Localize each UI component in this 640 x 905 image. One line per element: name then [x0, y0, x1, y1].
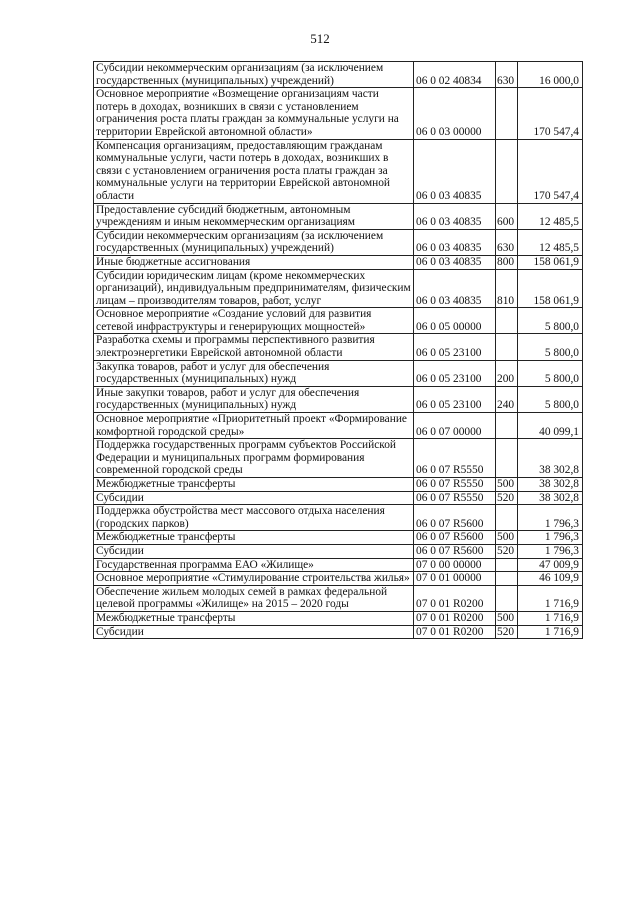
- expense-type-cell: 520: [496, 625, 518, 639]
- row-name-cell: Поддержка обустройства мест массового отдыха населения (городских парков): [94, 505, 414, 531]
- target-code-cell: 06 0 07 R5600: [414, 544, 496, 558]
- amount-cell: 5 800,0: [518, 360, 583, 386]
- expense-type-cell: [496, 88, 518, 139]
- expense-type-cell: 500: [496, 531, 518, 545]
- amount-cell: 40 099,1: [518, 413, 583, 439]
- expense-type-cell: [496, 308, 518, 334]
- table-row: [94, 229, 583, 255]
- expense-type-cell: [496, 558, 518, 572]
- expense-type-cell: 520: [496, 544, 518, 558]
- amount-cell: 1 716,9: [518, 611, 583, 625]
- expense-type-cell: 500: [496, 478, 518, 492]
- amount-cell: 5 800,0: [518, 334, 583, 360]
- table-row: [94, 255, 583, 269]
- table-row: [94, 308, 583, 334]
- target-code-cell: 07 0 00 00000: [414, 558, 496, 572]
- row-name-cell: Субсидии: [94, 491, 414, 505]
- target-code-cell: 06 0 03 40835: [414, 139, 496, 203]
- row-name-cell: Разработка схемы и программы перспективного развития электроэнергетики Еврейской автономной области: [94, 334, 414, 360]
- amount-cell: 12 485,5: [518, 203, 583, 229]
- target-code-cell: 06 0 03 00000: [414, 88, 496, 139]
- table-row: [94, 439, 583, 478]
- expense-type-cell: [496, 572, 518, 586]
- amount-cell: 158 061,9: [518, 255, 583, 269]
- row-name-cell: Субсидии юридическим лицам (кроме некоммерческих организаций), индивидуальным предпринимателям, физическим лицам – производителям товаров, работ, услуг: [94, 269, 414, 308]
- amount-cell: 1 716,9: [518, 625, 583, 639]
- target-code-cell: 07 0 01 R0200: [414, 585, 496, 611]
- target-code-cell: 06 0 07 R5600: [414, 505, 496, 531]
- table-row: [94, 360, 583, 386]
- target-code-cell: 06 0 07 00000: [414, 413, 496, 439]
- table-row: [94, 139, 583, 203]
- expense-type-cell: [496, 439, 518, 478]
- target-code-cell: 06 0 05 00000: [414, 308, 496, 334]
- expense-type-cell: 500: [496, 611, 518, 625]
- table-row: [94, 572, 583, 586]
- table-row: [94, 558, 583, 572]
- amount-cell: 1 716,9: [518, 585, 583, 611]
- table-row: [94, 334, 583, 360]
- expense-type-cell: 520: [496, 491, 518, 505]
- target-code-cell: 06 0 03 40835: [414, 255, 496, 269]
- row-name-cell: Основное мероприятие «Возмещение организациям части потерь в доходах, возникших в связи с установлением ограничения роста платы граждан за коммунальные услуги на территории Еврейской автономной области»: [94, 88, 414, 139]
- target-code-cell: 06 0 03 40835: [414, 269, 496, 308]
- table-row: [94, 203, 583, 229]
- expense-type-cell: 800: [496, 255, 518, 269]
- budget-table: [93, 61, 583, 639]
- table-row: [94, 478, 583, 492]
- amount-cell: 158 061,9: [518, 269, 583, 308]
- row-name-cell: Иные бюджетные ассигнования: [94, 255, 414, 269]
- row-name-cell: Основное мероприятие «Стимулирование строительства жилья»: [94, 572, 414, 586]
- amount-cell: 38 302,8: [518, 478, 583, 492]
- table-row: [94, 544, 583, 558]
- row-name-cell: Компенсация организациям, предоставляющим гражданам коммунальные услуги, части потерь в доходах, возникших в связи с установлением ограничения роста платы граждан за коммунальные услуги на территории Еврейской автономной области: [94, 139, 414, 203]
- target-code-cell: 06 0 07 R5550: [414, 491, 496, 505]
- table-row: [94, 585, 583, 611]
- expense-type-cell: 630: [496, 62, 518, 88]
- target-code-cell: 06 0 03 40835: [414, 203, 496, 229]
- row-name-cell: Основное мероприятие «Приоритетный проект «Формирование комфортной городской среды»: [94, 413, 414, 439]
- target-code-cell: 07 0 01 00000: [414, 572, 496, 586]
- table-row: [94, 531, 583, 545]
- budget-table-body: [94, 62, 583, 639]
- amount-cell: 1 796,3: [518, 544, 583, 558]
- amount-cell: 46 109,9: [518, 572, 583, 586]
- target-code-cell: 06 0 05 23100: [414, 360, 496, 386]
- row-name-cell: Поддержка государственных программ субъектов Российской Федерации и муниципальных программ формирования современной городской среды: [94, 439, 414, 478]
- table-row: [94, 88, 583, 139]
- target-code-cell: 06 0 05 23100: [414, 386, 496, 412]
- amount-cell: 12 485,5: [518, 229, 583, 255]
- expense-type-cell: 810: [496, 269, 518, 308]
- amount-cell: 170 547,4: [518, 88, 583, 139]
- amount-cell: 1 796,3: [518, 531, 583, 545]
- row-name-cell: Закупка товаров, работ и услуг для обеспечения государственных (муниципальных) нужд: [94, 360, 414, 386]
- target-code-cell: 06 0 07 R5550: [414, 478, 496, 492]
- row-name-cell: Субсидии некоммерческим организациям (за исключением государственных (муниципальных) учреждений): [94, 62, 414, 88]
- table-row: [94, 413, 583, 439]
- table-row: [94, 62, 583, 88]
- expense-type-cell: [496, 413, 518, 439]
- target-code-cell: 07 0 01 R0200: [414, 611, 496, 625]
- expense-type-cell: 240: [496, 386, 518, 412]
- target-code-cell: 06 0 02 40834: [414, 62, 496, 88]
- amount-cell: 38 302,8: [518, 439, 583, 478]
- row-name-cell: Субсидии: [94, 625, 414, 639]
- row-name-cell: Предоставление субсидий бюджетным, автономным учреждениям и иным некоммерческим организациям: [94, 203, 414, 229]
- row-name-cell: Основное мероприятие «Создание условий для развития сетевой инфраструктуры и генерирующих мощностей»: [94, 308, 414, 334]
- amount-cell: 16 000,0: [518, 62, 583, 88]
- expense-type-cell: [496, 585, 518, 611]
- amount-cell: 47 009,9: [518, 558, 583, 572]
- row-name-cell: Субсидии некоммерческим организациям (за исключением государственных (муниципальных) учреждений): [94, 229, 414, 255]
- page-number: 512: [310, 31, 330, 46]
- expense-type-cell: [496, 334, 518, 360]
- table-row: [94, 505, 583, 531]
- table-row: [94, 491, 583, 505]
- expense-type-cell: 200: [496, 360, 518, 386]
- amount-cell: 5 800,0: [518, 386, 583, 412]
- row-name-cell: Субсидии: [94, 544, 414, 558]
- target-code-cell: 06 0 03 40835: [414, 229, 496, 255]
- expense-type-cell: 630: [496, 229, 518, 255]
- amount-cell: 5 800,0: [518, 308, 583, 334]
- target-code-cell: 06 0 07 R5550: [414, 439, 496, 478]
- target-code-cell: 06 0 07 R5600: [414, 531, 496, 545]
- amount-cell: 170 547,4: [518, 139, 583, 203]
- row-name-cell: Иные закупки товаров, работ и услуг для обеспечения государственных (муниципальных) нужд: [94, 386, 414, 412]
- target-code-cell: 07 0 01 R0200: [414, 625, 496, 639]
- table-row: [94, 611, 583, 625]
- table-row: [94, 269, 583, 308]
- amount-cell: 38 302,8: [518, 491, 583, 505]
- expense-type-cell: 600: [496, 203, 518, 229]
- row-name-cell: Государственная программа ЕАО «Жилище»: [94, 558, 414, 572]
- row-name-cell: Межбюджетные трансферты: [94, 531, 414, 545]
- table-row: [94, 625, 583, 639]
- row-name-cell: Межбюджетные трансферты: [94, 611, 414, 625]
- row-name-cell: Межбюджетные трансферты: [94, 478, 414, 492]
- amount-cell: 1 796,3: [518, 505, 583, 531]
- target-code-cell: 06 0 05 23100: [414, 334, 496, 360]
- row-name-cell: Обеспечение жильем молодых семей в рамках федеральной целевой программы «Жилище» на 2015 – 2020 годы: [94, 585, 414, 611]
- expense-type-cell: [496, 505, 518, 531]
- expense-type-cell: [496, 139, 518, 203]
- table-row: [94, 386, 583, 412]
